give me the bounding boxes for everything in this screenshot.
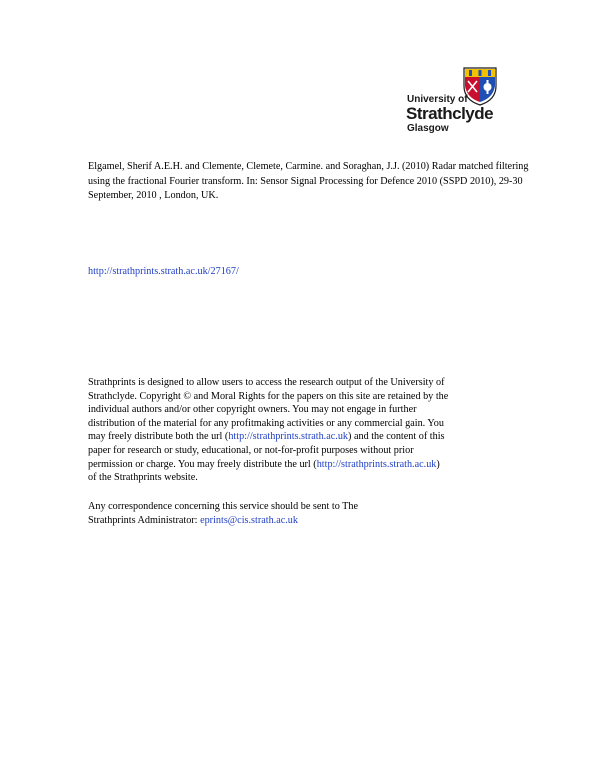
notice-line: paper for research or study, educational, or not-for-profit purposes without prior xyxy=(88,444,414,456)
notice-line: distribution of the material for any profitmaking activities or any commercial gain. You xyxy=(88,417,444,429)
record-url-link[interactable]: http://strathprints.strath.ac.uk/27167/ xyxy=(88,266,239,277)
correspondence-text: Strathprints Administrator: xyxy=(88,514,201,526)
notice-text: ) xyxy=(436,458,440,470)
citation-line: Elgamel, Sherif A.E.H. and Clemente, Clemete, Carmine. and Soraghan, J.J. (2010) Radar matched filtering xyxy=(88,161,529,172)
notice-line: Strathclyde. Copyright © and Moral Rights for the papers on this site are retained by the xyxy=(88,390,449,402)
admin-email-link[interactable]: eprints@cis.strath.ac.uk xyxy=(200,514,298,526)
notice-text: may freely distribute both the url ( xyxy=(88,431,229,443)
citation-line: using the fractional Fourier transform. In: Sensor Signal Processing for Defence 2010 (SSPD 2010), 29-30 xyxy=(88,175,523,187)
notice-text: ) and the content of this xyxy=(348,431,445,443)
logo-strathclyde: Strathclyde xyxy=(406,104,494,123)
notice-line: Strathprints is designed to allow users to access the research output of the University of xyxy=(88,377,445,388)
university-logo xyxy=(404,66,504,136)
correspondence-notice xyxy=(88,500,508,527)
strathprints-url-link[interactable]: http://strathprints.strath.ac.uk xyxy=(228,431,349,443)
notice-line: individual authors and/or other copyright owners. You may not engage in further xyxy=(88,404,417,416)
correspondence-line: Any correspondence concerning this service should be sent to The xyxy=(88,501,358,512)
notice-line: of the Strathprints website. xyxy=(88,472,198,484)
correspondence-line xyxy=(88,514,508,528)
citation xyxy=(88,160,529,204)
copyright-notice xyxy=(88,376,508,485)
citation-line: September, 2010 , London, UK. xyxy=(88,190,219,201)
logo-university-of: University of xyxy=(407,94,468,105)
notice-line xyxy=(88,430,508,444)
logo-glasgow: Glasgow xyxy=(407,123,449,134)
notice-line xyxy=(88,458,508,472)
strathprints-url-link[interactable]: http://strathprints.strath.ac.uk xyxy=(316,458,437,470)
notice-text: permission or charge. You may freely distribute the url ( xyxy=(88,458,317,470)
